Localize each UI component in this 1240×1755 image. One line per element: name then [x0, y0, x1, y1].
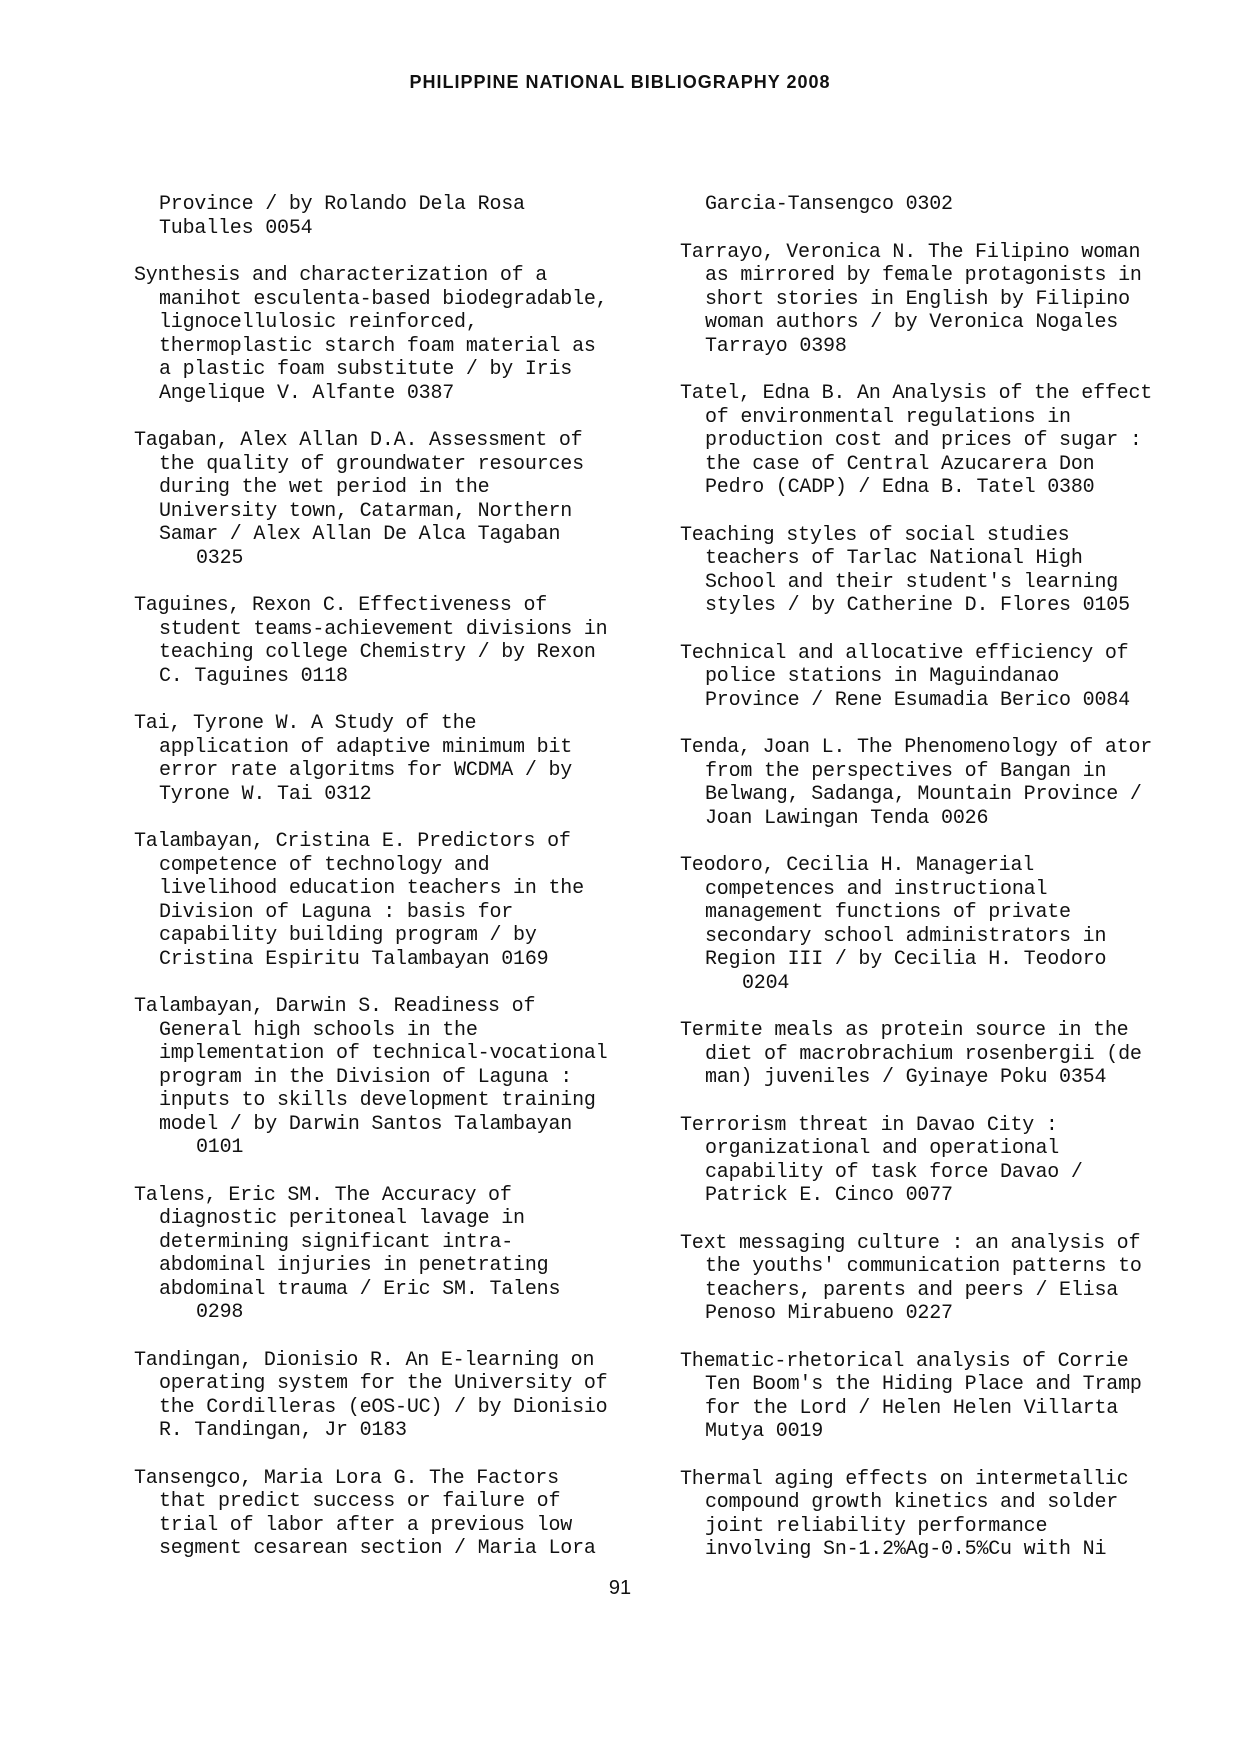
entry-line: Belwang, Sadanga, Mountain Province /: [705, 783, 1142, 806]
entry-line: production cost and prices of sugar :: [705, 429, 1142, 452]
bibliography-entry: [680, 1350, 1200, 1444]
bibliography-entry: [134, 1184, 654, 1325]
bibliography-entry: [134, 594, 654, 688]
entry-line: R. Tandingan, Jr 0183: [159, 1419, 407, 1442]
bibliography-entry: [680, 1114, 1200, 1208]
entry-line: Penoso Mirabueno 0227: [705, 1302, 953, 1325]
entry-line: 0298: [196, 1301, 244, 1324]
entry-line: Tagaban, Alex Allan D.A. Assessment of: [134, 429, 583, 452]
entry-line: Samar / Alex Allan De Alca Tagaban: [159, 523, 561, 546]
bibliography-entry: [134, 1349, 654, 1443]
entry-line: Termite meals as protein source in the: [680, 1019, 1129, 1042]
entry-line: Ten Boom's the Hiding Place and Tramp: [705, 1373, 1142, 1396]
right-column: [680, 193, 1200, 1586]
bibliography-entry: [680, 854, 1200, 995]
bibliography-entry: [134, 429, 654, 570]
entry-line: woman authors / by Veronica Nogales: [705, 311, 1119, 334]
entry-line: Terrorism threat in Davao City :: [680, 1113, 1058, 1137]
entry-line: Talens, Eric SM. The Accuracy of: [134, 1183, 512, 1207]
entry-line: Tansengco, Maria Lora G. The Factors: [134, 1466, 559, 1490]
bibliography-entry: [134, 264, 654, 405]
entry-line: Technical and allocative efficiency of: [680, 641, 1129, 665]
entry-line: Talambayan, Cristina E. Predictors of: [134, 830, 571, 853]
entry-line: organizational and operational: [705, 1137, 1060, 1160]
entry-line: diet of macrobrachium rosenbergii (de: [705, 1042, 1142, 1066]
entry-line: General high schools in the: [159, 1018, 478, 1042]
entry-line: implementation of technical-vocational: [159, 1042, 608, 1065]
entry-line: determining significant intra-: [159, 1230, 514, 1254]
entry-line: 0101: [196, 1136, 244, 1159]
bibliography-entry: [680, 241, 1200, 359]
bibliography-entry: [680, 642, 1200, 713]
entry-line: Thermal aging effects on intermetallic: [680, 1467, 1129, 1491]
entry-line: abdominal injuries in penetrating: [159, 1254, 549, 1277]
left-column: [134, 193, 654, 1585]
entry-line: compound growth kinetics and solder: [705, 1491, 1119, 1514]
bibliography-entry: [680, 193, 1200, 217]
bibliography-entry: [134, 995, 654, 1160]
entry-line: capability building program / by: [159, 924, 537, 947]
page-number: 91: [608, 1577, 632, 1599]
bibliography-entry: [680, 382, 1200, 500]
entry-line: thermoplastic starch foam material as: [159, 334, 596, 358]
entry-line: secondary school administrators in: [705, 924, 1107, 948]
entry-line: segment cesarean section / Maria Lora: [159, 1537, 596, 1560]
entry-line: student teams-achievement divisions in: [159, 617, 608, 641]
entry-line: a plastic foam substitute / by Iris: [159, 358, 573, 381]
entry-line: that predict success or failure of: [159, 1490, 561, 1513]
entry-line: teaching college Chemistry / by Rexon: [159, 641, 596, 664]
entry-line: Province / Rene Esumadia Berico 0084: [705, 688, 1130, 712]
bibliography-entry: [680, 1019, 1200, 1090]
entry-line: Tarrayo, Veronica N. The Filipino woman: [680, 240, 1141, 264]
entry-line: competence of technology and: [159, 853, 490, 877]
entry-line: Mutya 0019: [705, 1420, 824, 1443]
entry-line: Teaching styles of social studies: [680, 523, 1070, 547]
entry-line: School and their student's learning: [705, 570, 1119, 594]
entry-line: University town, Catarman, Northern: [159, 499, 573, 523]
entry-line: Region III / by Cecilia H. Teodoro: [705, 948, 1107, 971]
entry-line: Division of Laguna : basis for: [159, 900, 514, 924]
entry-line: program in the Division of Laguna :: [159, 1065, 573, 1089]
entry-line: Cristina Espiritu Talambayan 0169: [159, 947, 549, 971]
entry-line: Tatel, Edna B. An Analysis of the effect: [680, 382, 1153, 405]
entry-line: application of adaptive minimum bit: [159, 735, 573, 759]
bibliography-entry: [134, 193, 654, 240]
entry-line: error rate algoritms for WCDMA / by: [159, 759, 573, 782]
entry-line: from the perspectives of Bangan in: [705, 759, 1107, 783]
bibliography-entry: [680, 524, 1200, 618]
entry-line: the Cordilleras (eOS-UC) / by Dionisio: [159, 1395, 608, 1419]
entry-line: the case of Central Azucarera Don: [705, 452, 1095, 476]
page-header: PHILIPPINE NATIONAL BIBLIOGRAPHY 2008: [409, 72, 831, 92]
entry-line: competences and instructional: [705, 877, 1048, 901]
entry-line: Tandingan, Dionisio R. An E-learning on: [134, 1348, 595, 1372]
bibliography-entry: [134, 830, 654, 971]
entry-line: 0325: [196, 546, 244, 570]
entry-line: operating system for the University of: [159, 1372, 608, 1395]
bibliography-entry: [134, 1467, 654, 1561]
entry-line: styles / by Catherine D. Flores 0105: [705, 594, 1130, 617]
entry-line: Teodoro, Cecilia H. Managerial: [680, 854, 1035, 877]
bibliography-entry: [680, 736, 1200, 830]
entry-line: livelihood education teachers in the: [159, 877, 584, 900]
entry-line: short stories in English by Filipino: [705, 287, 1130, 311]
entry-line: police stations in Maguindanao: [705, 665, 1060, 688]
entry-line: during the wet period in the: [159, 476, 490, 499]
entry-line: Thematic-rhetorical analysis of Corrie: [680, 1349, 1129, 1373]
entry-line: Province / by Rolando Dela Rosa: [159, 193, 525, 216]
entry-line: teachers, parents and peers / Elisa: [705, 1278, 1119, 1302]
entry-line: of environmental regulations in: [705, 405, 1071, 429]
entry-line: man) juveniles / Gyinaye Poku 0354: [705, 1066, 1107, 1089]
entry-line: teachers of Tarlac National High: [705, 547, 1083, 570]
entry-line: Tarrayo 0398: [705, 334, 847, 358]
bibliography-entry: [680, 1232, 1200, 1326]
entry-line: trial of labor after a previous low: [159, 1513, 573, 1537]
entry-line: capability of task force Davao /: [705, 1160, 1083, 1184]
entry-line: Tyrone W. Tai 0312: [159, 782, 372, 806]
entry-line: involving Sn-1.2%Ag-0.5%Cu with Ni: [705, 1538, 1107, 1561]
entry-line: joint reliability performance: [705, 1514, 1048, 1538]
bibliography-entry: [680, 1468, 1200, 1562]
entry-line: lignocellulosic reinforced,: [159, 311, 478, 334]
entry-line: as mirrored by female protagonists in: [705, 264, 1142, 287]
entry-line: C. Taguines 0118: [159, 664, 348, 688]
entry-line: 0204: [742, 971, 790, 995]
entry-line: Talambayan, Darwin S. Readiness of: [134, 995, 536, 1018]
entry-line: Pedro (CADP) / Edna B. Tatel 0380: [705, 476, 1095, 499]
entry-line: Synthesis and characterization of a: [134, 264, 548, 287]
entry-line: the quality of groundwater resources: [159, 452, 584, 476]
entry-line: Taguines, Rexon C. Effectiveness of: [134, 594, 548, 617]
entry-line: Tuballes 0054: [159, 216, 313, 240]
entry-line: model / by Darwin Santos Talambayan: [159, 1112, 573, 1136]
entry-line: the youths' communication patterns to: [705, 1255, 1142, 1278]
entry-line: Tai, Tyrone W. A Study of the: [134, 712, 477, 735]
entry-line: diagnostic peritoneal lavage in: [159, 1207, 525, 1230]
entry-line: Joan Lawingan Tenda 0026: [705, 806, 989, 830]
entry-line: Angelique V. Alfante 0387: [159, 381, 455, 405]
entry-line: manihot esculenta-based biodegradable,: [159, 287, 608, 311]
entry-line: management functions of private: [705, 901, 1071, 924]
entry-line: Text messaging culture : an analysis of: [680, 1231, 1141, 1255]
entry-line: for the Lord / Helen Helen Villarta: [705, 1396, 1119, 1420]
bibliography-entry: [134, 712, 654, 806]
entry-line: Patrick E. Cinco 0077: [705, 1184, 953, 1207]
entry-line: Garcia-Tansengco 0302: [705, 193, 953, 216]
entry-line: abdominal trauma / Eric SM. Talens: [159, 1277, 561, 1301]
entry-line: Tenda, Joan L. The Phenomenology of ator: [680, 736, 1153, 759]
entry-line: inputs to skills development training: [159, 1089, 596, 1112]
